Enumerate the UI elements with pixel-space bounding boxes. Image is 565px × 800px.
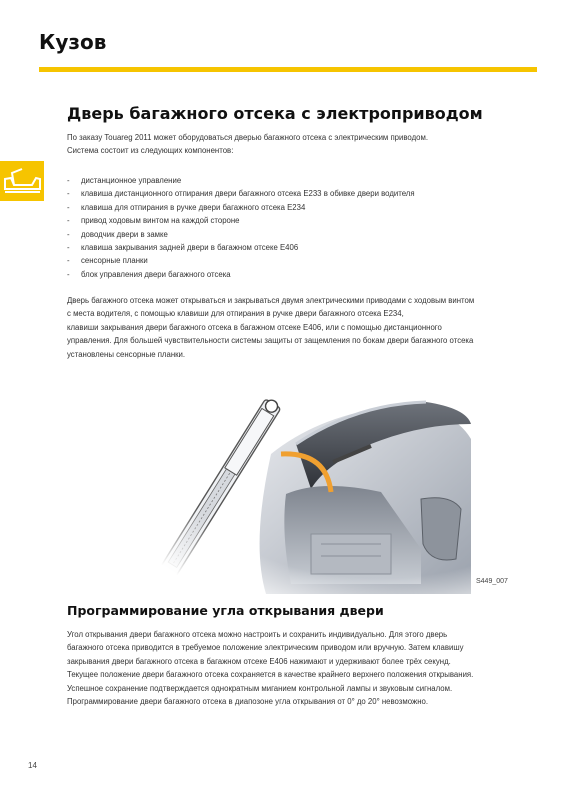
- intro-paragraph: [67, 131, 527, 158]
- description-line: управления. Для большей чувствительности системы защиты от защемления по бокам двери багажного отсека: [67, 336, 474, 346]
- description-line: клавиши закрывания двери багажного отсека в багажном отсеке E406, или с помощью дистанционного: [67, 322, 442, 332]
- programming-line: Текущее положение двери багажного отсека сохраняется в качестве крайнего верхнего положения открывания.: [67, 670, 474, 680]
- description-paragraph: [67, 294, 527, 361]
- list-item: - дистанционное управление: [67, 176, 182, 185]
- programming-line: Успешное сохранение подтверждается однократным миганием контрольной лампы и звуковым сигналом.: [67, 683, 453, 693]
- description-line: установлены сенсорные планки.: [67, 349, 186, 359]
- car-tailgate-icon: [2, 165, 42, 197]
- list-item: - клавиша дистанционного отпирания двери багажного отсека E233 в обивке двери водителя: [67, 189, 415, 199]
- list-item: - клавиша для отпирания в ручке двери багажного отсека E234: [67, 202, 306, 212]
- tailgate-drive-illustration: [121, 384, 491, 594]
- description-line: Дверь багажного отсека может открываться и закрываться двумя электрическими приводами с ходовым винтом: [67, 296, 475, 305]
- programming-line: закрывания двери багажного отсека в багажном отсеке E406 нажимают и удерживают более трёх секунд.: [67, 656, 451, 666]
- list-item: - блок управления двери багажного отсека: [67, 269, 231, 279]
- section-title: Кузов: [39, 30, 107, 54]
- main-heading: Дверь багажного отсека с электроприводом: [67, 104, 483, 123]
- page-number: 14: [28, 761, 37, 770]
- programming-line: Угол открывания двери багажного отсека можно настроить и сохранить индивидуально. Для этого дверь: [67, 630, 448, 639]
- programming-line: багажного отсека приводится в требуемое положение электрическим приводом или вручную. Затем клавишу: [67, 643, 464, 653]
- list-item: - доводчик двери в замке: [67, 229, 168, 239]
- list-item: - сенсорные планки: [67, 256, 148, 266]
- figure-label: S449_007: [476, 578, 508, 585]
- header-rule: [39, 67, 537, 72]
- component-list: [67, 174, 415, 281]
- list-item: - клавиша закрывания задней двери в багажном отсеке E406: [67, 243, 299, 253]
- intro-line: По заказу Touareg 2011 может оборудоваться дверью багажного отсека с электрическим приводом.: [67, 133, 429, 142]
- description-line: с места водителя, с помощью клавиши для отпирания в ручке двери багажного отсека E234,: [67, 309, 404, 319]
- programming-paragraph: [67, 628, 537, 708]
- programming-heading: Программирование угла открывания двери: [67, 603, 384, 618]
- section-tab: [0, 161, 44, 201]
- list-item: - привод ходовым винтом на каждой стороне: [67, 216, 240, 226]
- programming-line: Программирование двери багажного отсека в диапозоне угла открывания от 0° до 20° невозможно.: [67, 697, 429, 707]
- intro-line: Система состоит из следующих компонентов:: [67, 146, 234, 156]
